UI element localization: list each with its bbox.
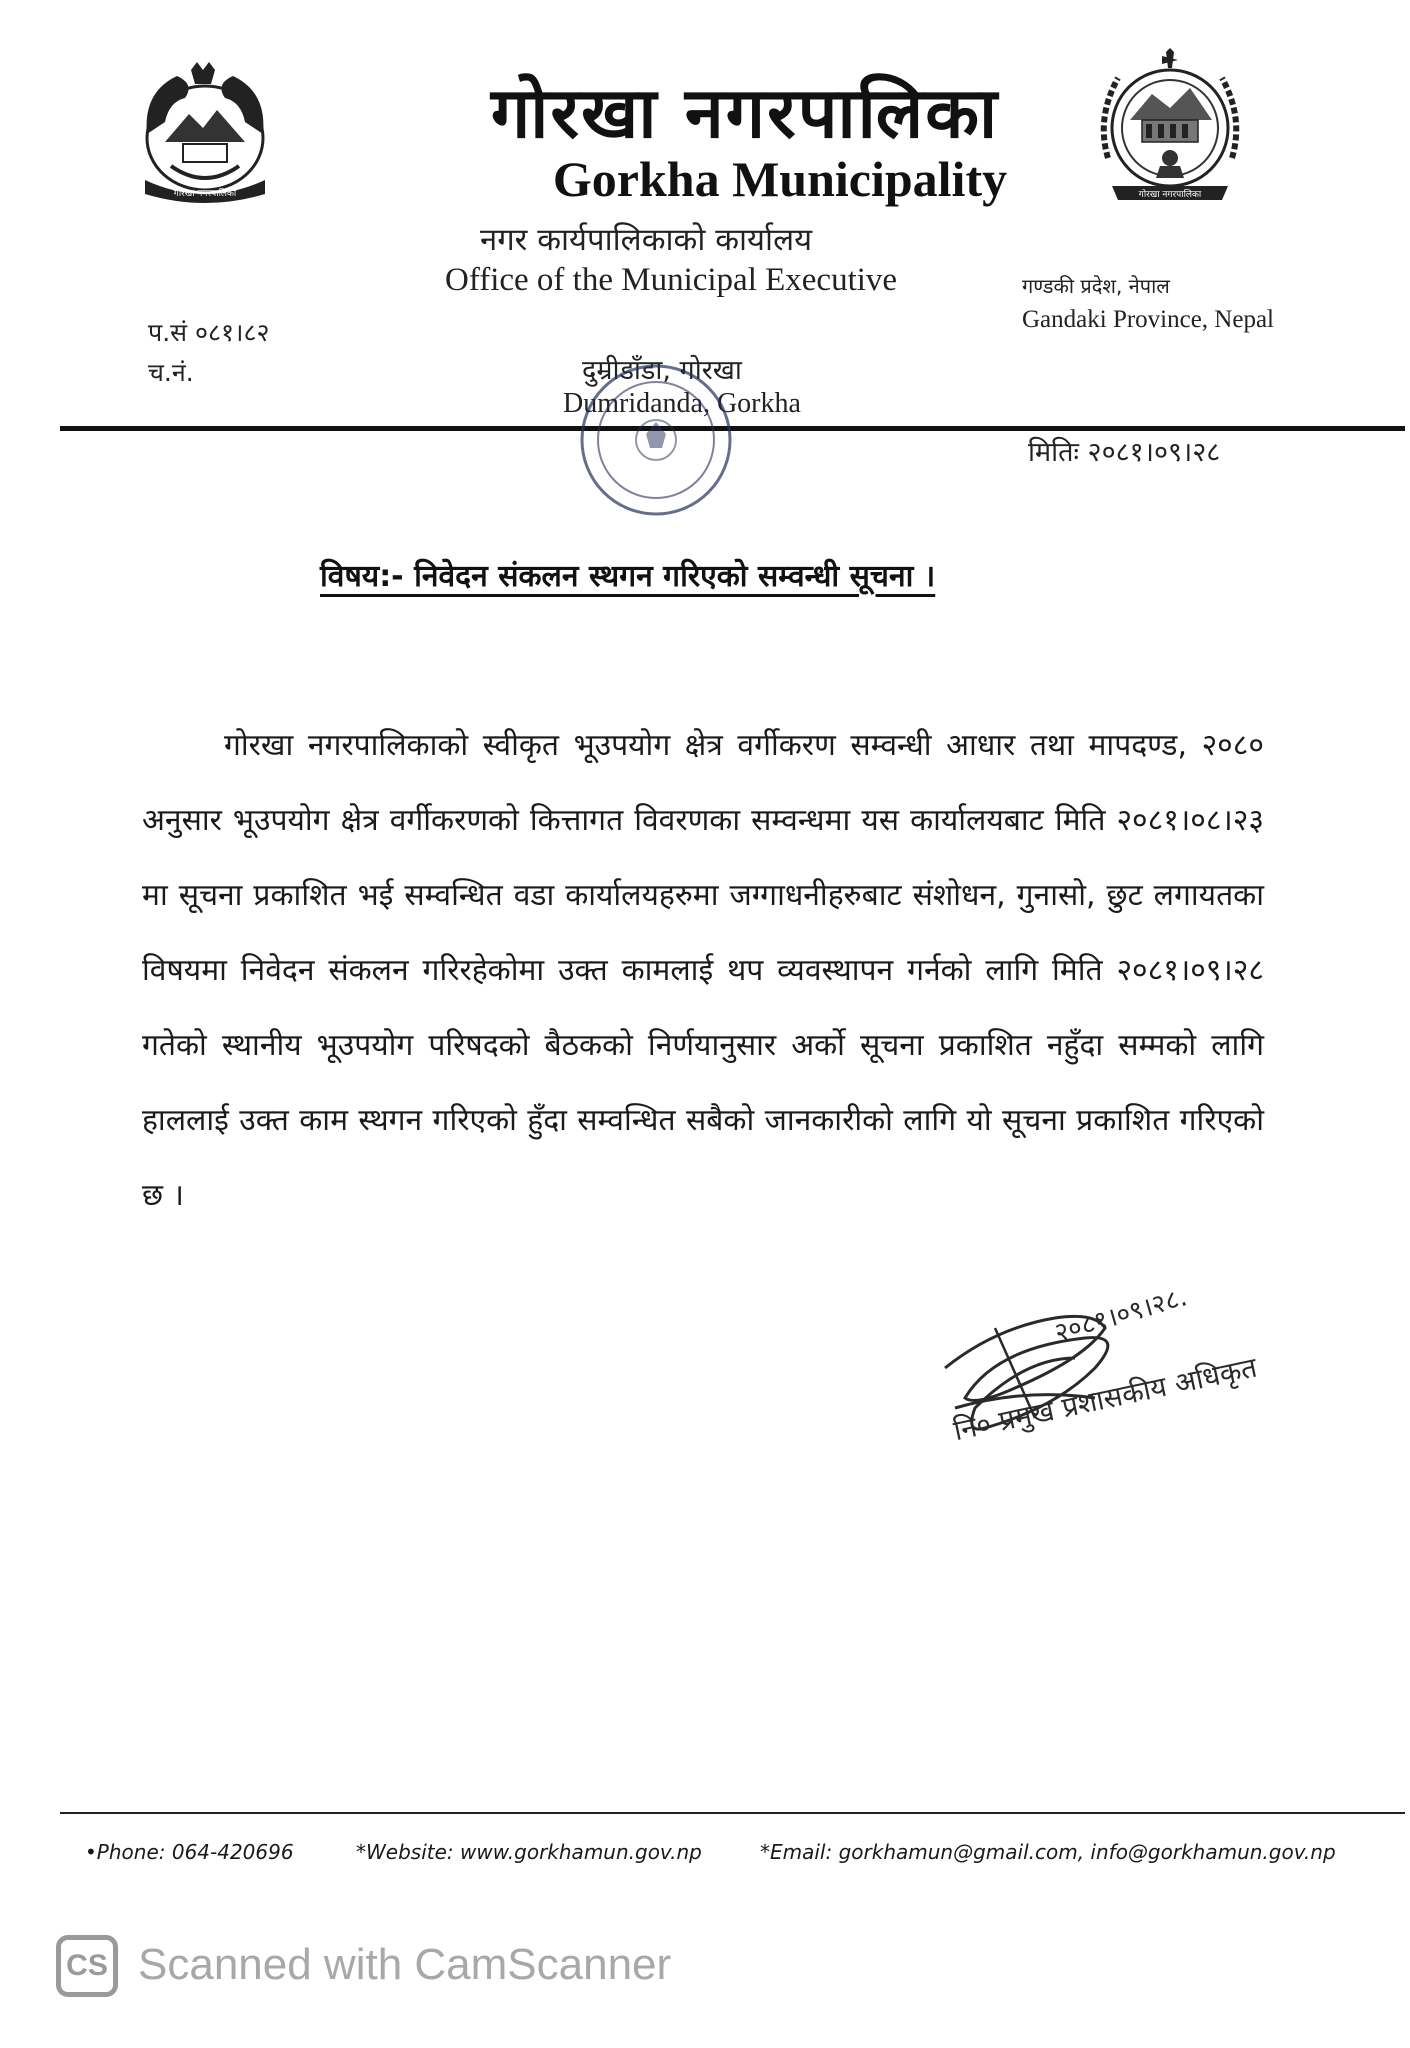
footer-phone: •Phone: 064-420696: [85, 1840, 294, 1864]
province-nepali: गण्डकी प्रदेश, नेपाल: [1022, 274, 1170, 298]
svg-text:गोरखा नगरपालिका: गोरखा नगरपालिका: [1138, 190, 1202, 200]
office-name-english: Office of the Municipal Executive: [445, 262, 898, 298]
province-english: Gandaki Province, Nepal: [1022, 306, 1275, 333]
camscanner-watermark: Scanned with CamScanner: [138, 1940, 672, 1989]
official-stamp: [556, 356, 756, 534]
address-nepali: दुम्रीडाँडा, गोरखा: [582, 355, 742, 386]
footer-divider: [60, 1812, 1405, 1814]
subject-line: विषय:- निवेदन संकलन स्थगन गरिएको सम्वन्धी सूचना ।: [320, 559, 936, 594]
svg-text:गोरखा नगरपालिका: गोरखा नगरपालिका: [173, 189, 237, 199]
signature-date: २०८१।०९।२८.: [1051, 1282, 1191, 1349]
dispatch-number: च.नं.: [148, 358, 194, 387]
camscanner-logo: CS: [56, 1935, 118, 1997]
signatory-designation: नि० प्रमुख प्रशासकीय अधिकृत: [950, 1350, 1260, 1448]
address-english: Dumridanda, Gorkha: [563, 388, 801, 419]
footer-email: *Email: gorkhamun@gmail.com, info@gorkhamun.gov.np: [760, 1840, 1336, 1864]
notice-body: गोरखा नगरपालिकाको स्वीकृत भूउपयोग क्षेत्र वर्गीकरण सम्वन्धी आधार तथा मापदण्ड, २०८० अनुसार भूउपयोग क्षेत्र वर्गीकरणको कित्तागत विवरणका सम्वन्धमा यस कार्यालयबाट मिति २०८१।०८।२३ मा सूचना प्रकाशित भई सम्वन्धित वडा कार्यालयहरुमा जग्गाधनीहरुबाट संशोधन, गुनासो, छुट लगायतका विषयमा निवेदन संकलन गरिरहेकोमा उक्त कामलाई थप व्यवस्थापन गर्नको लागि मिति २०८१।०९।२८ गतेको स्थानीय भूउपयोग परिषदको बैठकको निर्णयानुसार अर्को सूचना प्रकाशित नहुँदा सम्मको लागि हाललाई उक्त काम स्थगन गरिएको हुँदा सम्वन्धित सबैको जानकारीको लागि यो सूचना प्रकाशित गरिएको छ ।: [142, 728, 1264, 1213]
office-name-nepali: नगर कार्यपालिकाको कार्यालय: [480, 222, 813, 258]
letter-date: मितिः २०८१।०९।२८: [1028, 437, 1221, 468]
municipality-title-english: Gorkha Municipality: [552, 151, 1008, 207]
municipality-title-nepali: गोरखा नगरपालिका: [490, 72, 1000, 154]
footer-website: *Website: www.gorkhamun.gov.np: [356, 1840, 702, 1864]
reference-number: प.सं ०८१।८२: [148, 318, 270, 347]
